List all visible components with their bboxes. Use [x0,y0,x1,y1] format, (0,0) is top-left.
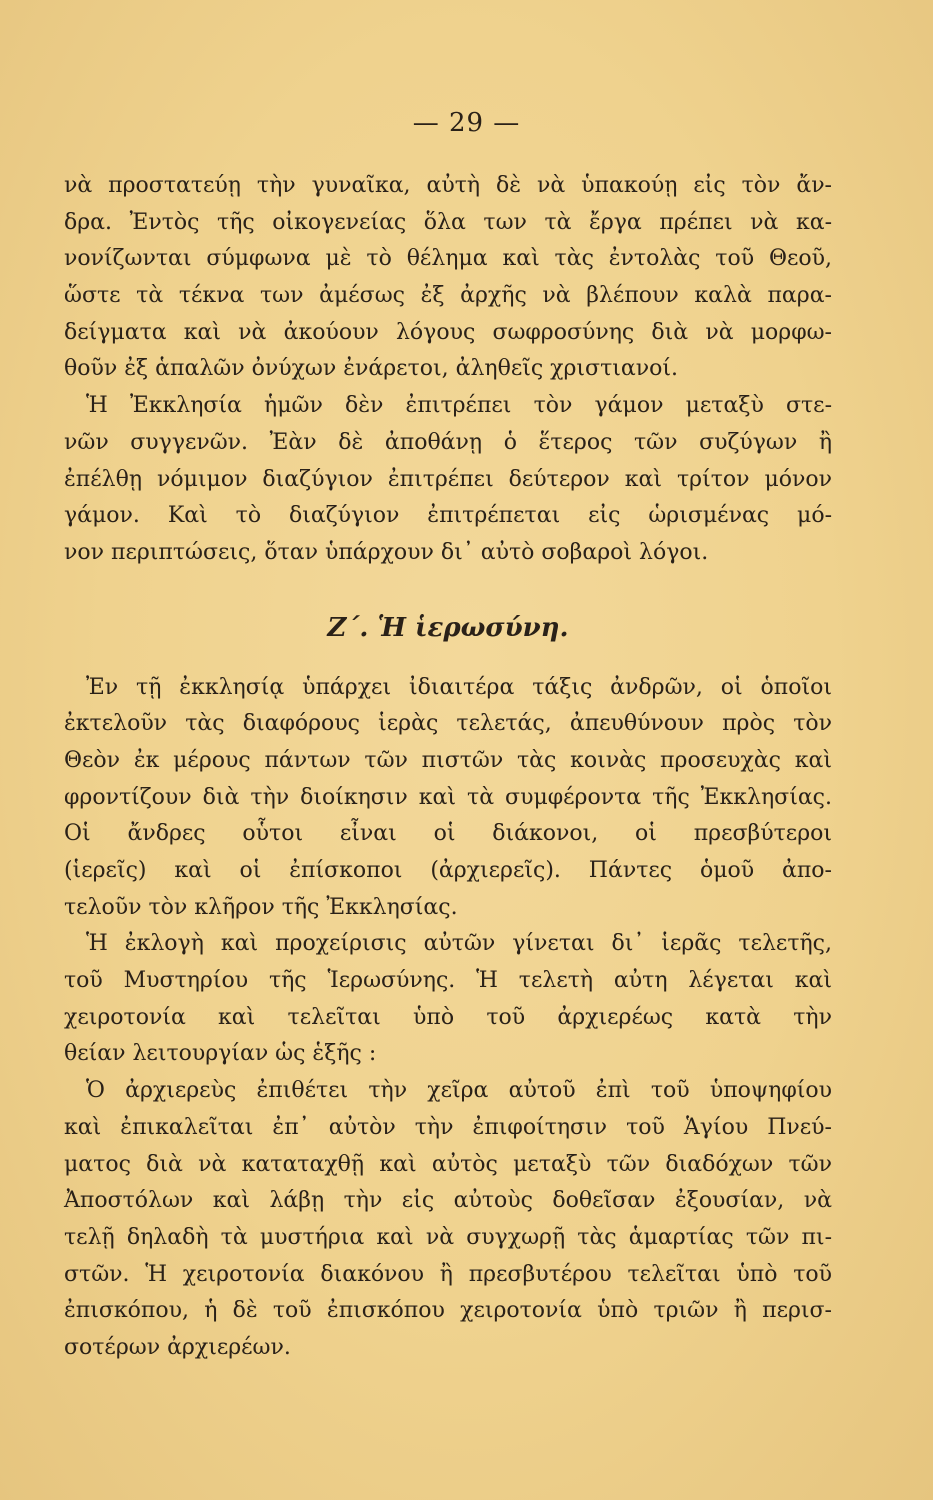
text-line: δρα. Ἐντὸς τῆς οἰκογενείας ὅλα των τὰ ἔργα πρέπει νὰ κα- [64,209,832,235]
text-line: (ἱερεῖς) καὶ οἱ ἐπίσκοποι (ἀρχιερεῖς). Πάντες ὁμοῦ ἀπο- [64,858,832,883]
text-line: ἐπέλθῃ νόμιμον διαζύγιον ἐπιτρέπει δεύτερον καὶ τρίτον μόνον [64,466,832,492]
text-line: τοῦ Μυστηρίου τῆς Ἱερωσύνης. Ἡ τελετὴ αὐτη λέγεται καὶ [64,968,832,994]
text-line: Ἡ ἐκλογὴ καὶ προχείρισις αὐτῶν γίνεται δι᾿ ἱερᾶς τελετῆς, [86,931,832,957]
text-line: νον περιπτώσεις, ὅταν ὑπάρχουν δι᾿ αὐτὸ σοβαροὶ λόγοι. [64,539,709,565]
text-line: ὥστε τὰ τέκνα των ἀμέσως ἐξ ἀρχῆς νὰ βλέπουν καλὰ παρα- [64,283,832,309]
text-line: νονίζωνται σύμφωνα μὲ τὸ θέλημα καὶ τὰς ἐντολὰς τοῦ Θεοῦ, [64,246,832,272]
text-line: καὶ ἐπικαλεῖται ἐπ᾿ αὐτὸν τὴν ἐπιφοίτησιν τοῦ Ἁγίου Πνεύ- [64,1114,832,1140]
text-line: Ἀποστόλων καὶ λάβῃ τὴν εἰς αὐτοὺς δοθεῖσαν ἐξουσίαν, νὰ [64,1188,832,1214]
text-line: τελοῦν τὸν κλῆρον τῆς Ἐκκλησίας. [64,894,458,920]
page-number: — 29 — [412,108,521,138]
text-line: θοῦν ἐξ ἁπαλῶν ὀνύχων ἐνάρετοι, ἀληθεῖς χριστιανοί. [64,356,678,382]
text-line: θείαν λειτουργίαν ὡς ἑξῆς : [64,1041,377,1067]
text-line: Ἐν τῇ ἐκκλησίᾳ ὑπάρχει ἰδιαιτέρα τάξις ἀνδρῶν, οἱ ὁποῖοι [86,674,832,700]
text-line: φροντίζουν διὰ τὴν διοίκησιν καὶ τὰ συμφέροντα τῆς Ἐκκλησίας. [64,784,832,810]
section-heading: Ζ΄. Ἡ ἱερωσύνη. [327,612,569,643]
text-line: νὰ προστατεύῃ τὴν γυναῖκα, αὐτὴ δὲ νὰ ὑπακούῃ εἰς τὸν ἄν- [64,173,832,198]
text-line: ἐκτελοῦν τὰς διαφόρους ἱερὰς τελετάς, ἀπευθύνουν πρὸς τὸν [64,711,832,737]
text-line: τελῇ δηλαδὴ τὰ μυστήρια καὶ νὰ συγχωρῇ τὰς ἁμαρτίας τῶν πι- [64,1224,832,1250]
text-line: σοτέρων ἀρχιερέων. [64,1334,291,1360]
text-line: χειροτονία καὶ τελεῖται ὑπὸ τοῦ ἀρχιερέως κατὰ τὴν [64,1004,832,1030]
text-line: ἐπισκόπου, ἡ δὲ τοῦ ἐπισκόπου χειροτονία ὑπὸ τριῶν ἢ περισ- [64,1298,832,1324]
text-line: δείγματα καὶ νὰ ἀκούουν λόγους σωφροσύνης διὰ νὰ μορφω- [64,319,832,345]
text-line: νῶν συγγενῶν. Ἐὰν δὲ ἀποθάνῃ ὁ ἕτερος τῶν συζύγων ἢ [64,429,832,455]
text-line: γάμον. Καὶ τὸ διαζύγιον ἐπιτρέπεται εἰς ὡρισμένας μό- [64,503,832,529]
text-line: Ὁ ἀρχιερεὺς ἐπιθέτει τὴν χεῖρα αὐτοῦ ἐπὶ τοῦ ὑποψηφίου [86,1078,832,1104]
body-text [64,168,832,1367]
text-line: Θεὸν ἐκ μέρους πάντων τῶν πιστῶν τὰς κοινὰς προσευχὰς καὶ [64,747,832,773]
text-line: Οἱ ἄνδρες οὗτοι εἶναι οἱ διάκονοι, οἱ πρεσβύτεροι [64,821,832,847]
text-line: στῶν. Ἡ χειροτονία διακόνου ἢ πρεσβυτέρου τελεῖται ὑπὸ τοῦ [64,1261,832,1287]
text-line: Ἡ Ἐκκλησία ἡμῶν δὲν ἐπιτρέπει τὸν γάμον μεταξὺ στε- [86,393,832,419]
text-line: ματος διὰ νὰ καταταχθῇ καὶ αὐτὸς μεταξὺ τῶν διαδόχων τῶν [64,1151,832,1177]
